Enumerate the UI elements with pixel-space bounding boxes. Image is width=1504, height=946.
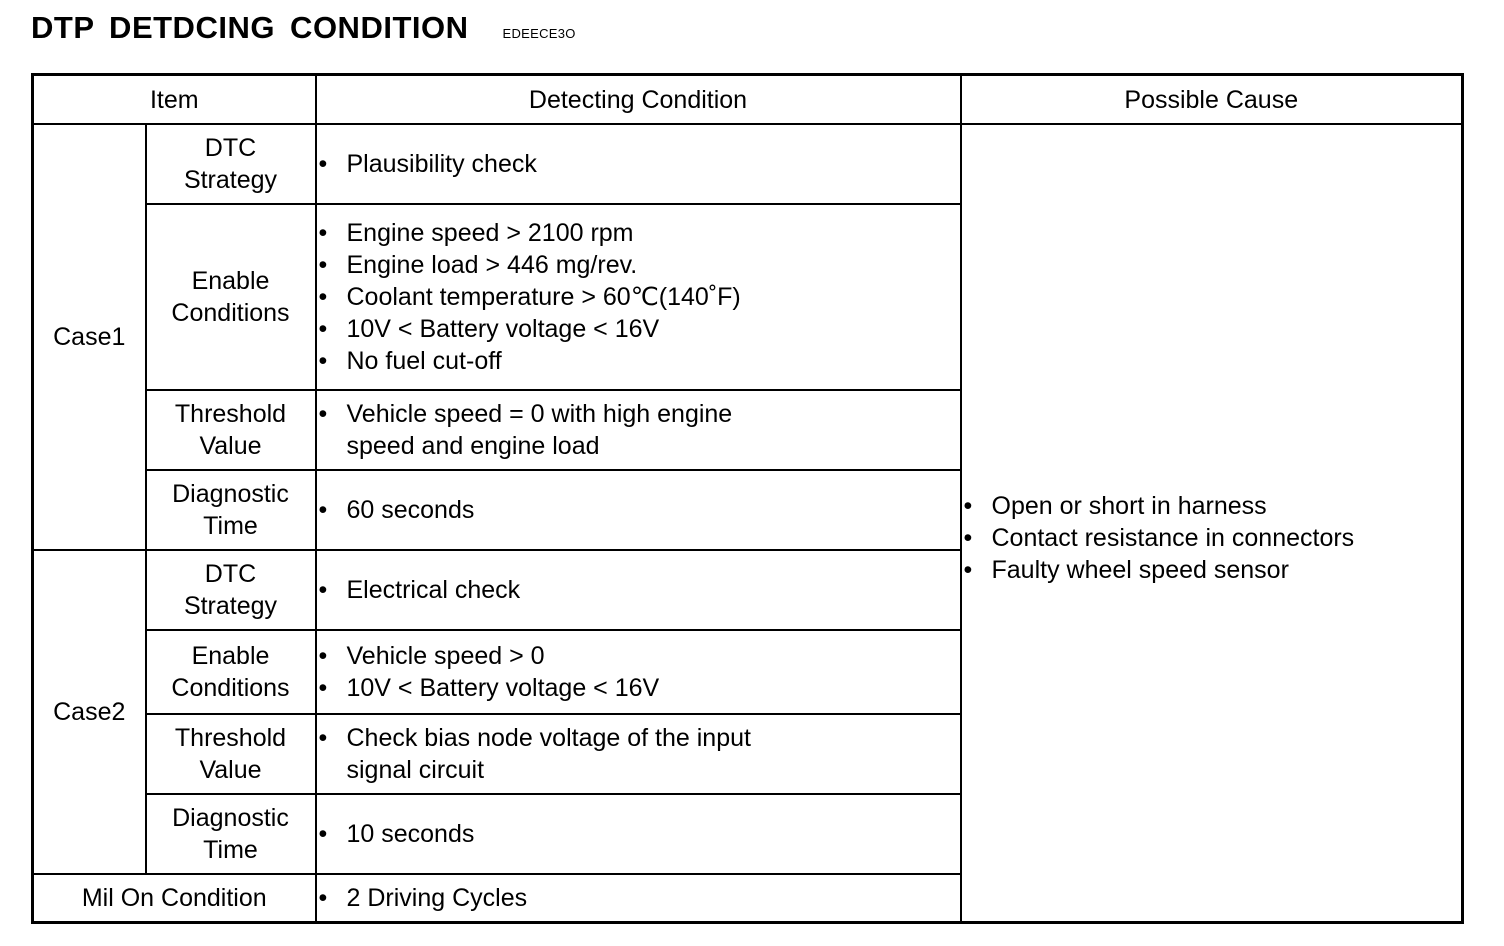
condition-cell — [316, 390, 961, 470]
table-header-row — [33, 75, 1463, 125]
list-item: • 10 seconds — [317, 818, 960, 850]
document-code: EDEECE3O — [502, 26, 576, 41]
condition-cell — [316, 470, 961, 550]
list-item: • Coolant temperature > 60℃(140˚F) — [317, 281, 960, 313]
condition-cell — [316, 550, 961, 630]
column-header-possible-cause: Possible Cause — [961, 75, 1463, 125]
row-label: Threshold Value — [146, 390, 316, 470]
list-item: • Plausibility check — [317, 148, 960, 180]
column-header-detecting-condition: Detecting Condition — [316, 75, 961, 125]
mil-on-condition-value — [316, 874, 961, 922]
list-item: • Vehicle speed = 0 with high engine speed and engine load — [317, 398, 960, 462]
page-title: DTP DETDCING CONDITION — [31, 10, 469, 45]
row-label: Diagnostic Time — [146, 794, 316, 874]
page-header — [31, 10, 576, 54]
list-item: • Contact resistance in connectors — [962, 522, 1462, 554]
row-label: Diagnostic Time — [146, 470, 316, 550]
row-label: Enable Conditions — [146, 204, 316, 390]
list-item: • Engine speed > 2100 rpm — [317, 217, 960, 249]
column-header-item: Item — [33, 75, 316, 125]
row-label: DTC Strategy — [146, 550, 316, 630]
list-item: • Vehicle speed > 0 — [317, 640, 960, 672]
list-item: • 10V < Battery voltage < 16V — [317, 313, 960, 345]
possible-cause-cell — [961, 124, 1463, 922]
condition-cell — [316, 124, 961, 204]
row-label: DTC Strategy — [146, 124, 316, 204]
row-label: Enable Conditions — [146, 630, 316, 714]
list-item: • No fuel cut-off — [317, 345, 960, 377]
list-item: • Engine load > 446 mg/rev. — [317, 249, 960, 281]
case-label: Case1 — [33, 124, 146, 550]
condition-cell — [316, 794, 961, 874]
list-item: • Open or short in harness — [962, 490, 1462, 522]
list-item: • Check bias node voltage of the input signal circuit — [317, 722, 960, 786]
list-item: • 60 seconds — [317, 494, 960, 526]
list-item: • Electrical check — [317, 574, 960, 606]
condition-cell — [316, 630, 961, 714]
list-item: • Faulty wheel speed sensor — [962, 554, 1462, 586]
table-row — [33, 124, 1463, 204]
row-label: Threshold Value — [146, 714, 316, 794]
list-item: • 10V < Battery voltage < 16V — [317, 672, 960, 704]
list-item: • 2 Driving Cycles — [317, 882, 960, 914]
dtc-condition-table — [31, 73, 1464, 924]
case-label: Case2 — [33, 550, 146, 874]
condition-cell — [316, 204, 961, 390]
condition-cell — [316, 714, 961, 794]
mil-on-condition-label: Mil On Condition — [33, 874, 316, 922]
